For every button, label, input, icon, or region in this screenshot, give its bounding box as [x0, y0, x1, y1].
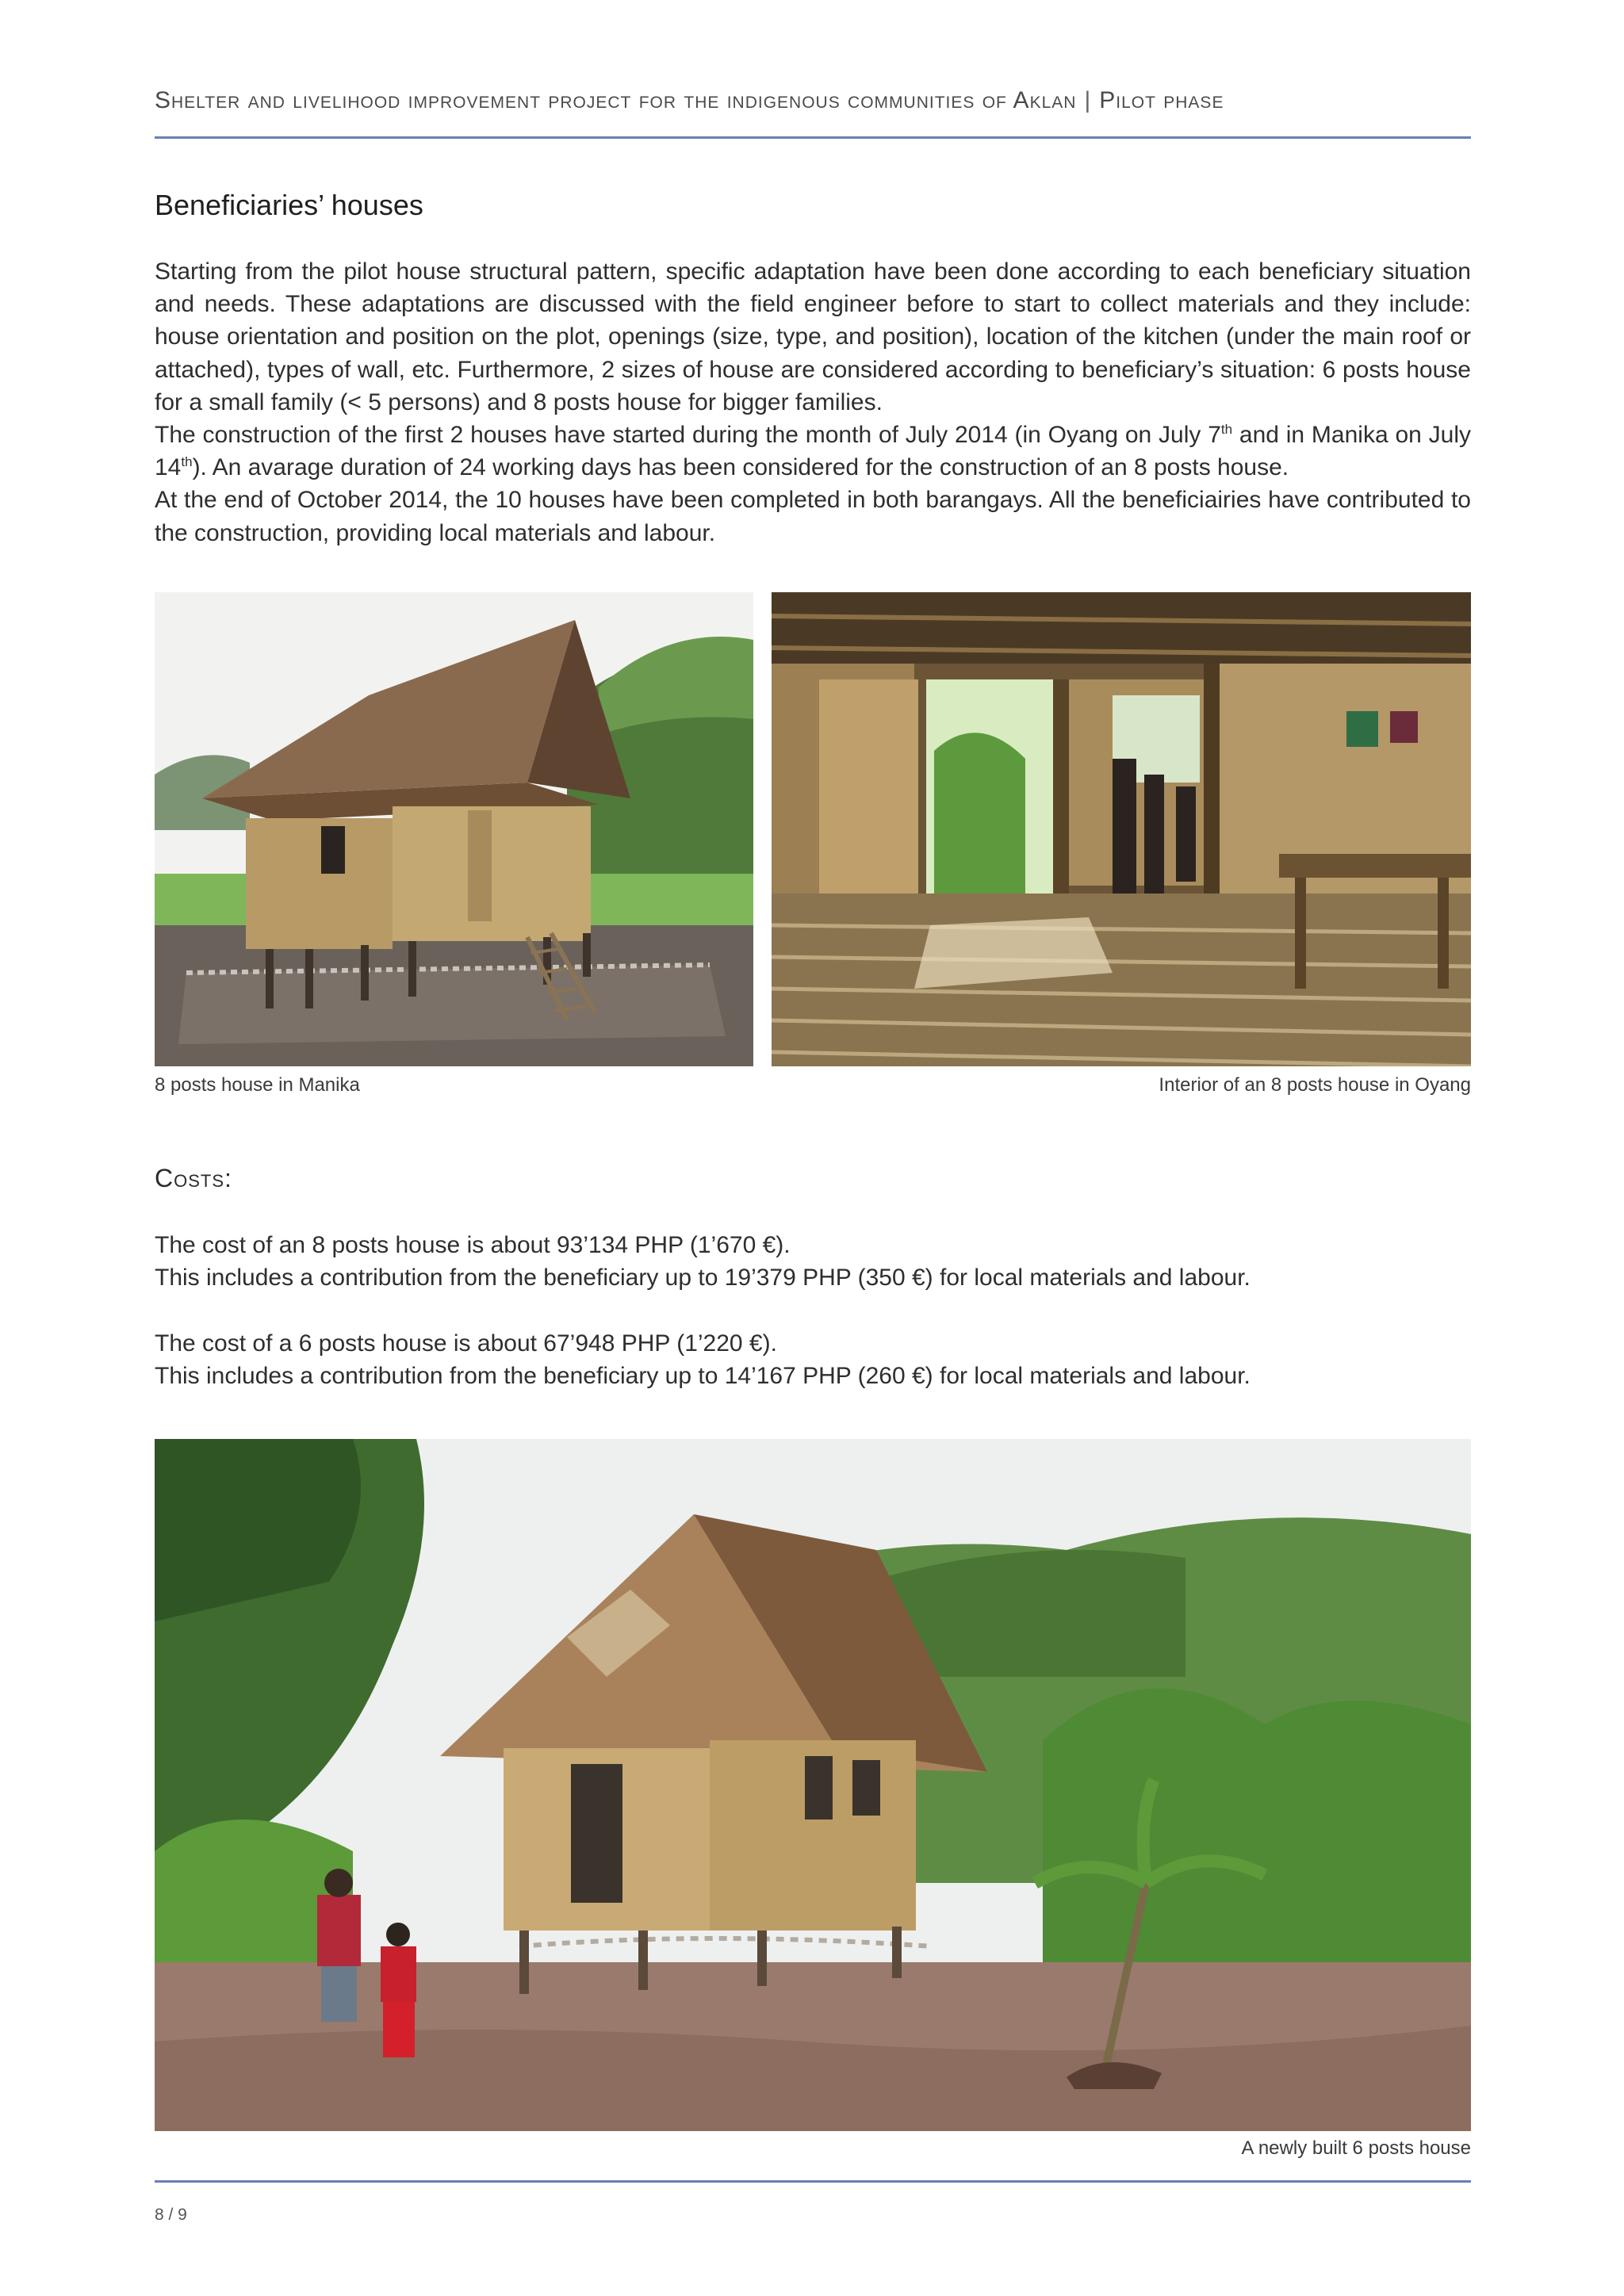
- paragraph-construction-part: ). An avarage duration of 24 working days has been considered for the construction of an 8 posts house.: [192, 454, 1289, 481]
- header-rule: [155, 136, 1471, 139]
- paragraph-construction-part: The construction of the first 2 houses have started during the month of July 2014 (in Oyang on July 7: [155, 422, 1221, 449]
- header-separator: |: [1084, 87, 1092, 113]
- paragraph-construction-start: [155, 419, 1471, 484]
- superscript-th: th: [1220, 422, 1233, 438]
- caption-photo-2: Interior of an 8 posts house in Oyang: [1159, 1074, 1471, 1096]
- caption-photo-3: A newly built 6 posts house: [1241, 2137, 1471, 2159]
- superscript-th: th: [181, 454, 193, 470]
- cost-8-posts-house: [155, 1229, 1471, 1294]
- header-title: Shelter and livelihood improvement project for the indigenous communities of Aklan: [155, 87, 1077, 113]
- caption-photo-1: 8 posts house in Manika: [155, 1074, 360, 1096]
- cost-8-posts-contribution: This includes a contribution from the beneficiary up to 19’379 PHP (350 €) for local materials and labour.: [155, 1265, 1251, 1291]
- paragraph-adaptations: Starting from the pilot house structural pattern, specific adaptation have been done according to each beneficiary situation and needs. These adaptations are discussed with the field engineer before to start to collect materials and they include: house orientation and position on the plot, openings (size, type, and position), location of the kitchen (under the main roof or attached), types of wall, etc. Furthermore, 2 sizes of house are considered according to beneficiary’s situation: 6 posts house for a small family (< 5 persons) and 8 posts house for bigger families.: [155, 258, 1471, 415]
- body-text: [155, 255, 1471, 549]
- cost-8-posts-total: The cost of an 8 posts house is about 93’134 PHP (1’670 €).: [155, 1232, 791, 1258]
- section-title: Beneficiaries’ houses: [155, 189, 423, 221]
- cost-6-posts-total: The cost of a 6 posts house is about 67’948 PHP (1’220 €).: [155, 1330, 777, 1357]
- photo-8-posts-house-manika: [155, 592, 753, 1066]
- footer-rule: [155, 2180, 1471, 2183]
- page-number: 8 / 9: [155, 2206, 187, 2224]
- cost-6-posts-contribution: This includes a contribution from the beneficiary up to 14’167 PHP (260 €) for local materials and labour.: [155, 1363, 1251, 1389]
- photo-new-6-posts-house: [155, 1439, 1471, 2131]
- paragraph-completion: At the end of October 2014, the 10 houses have been completed in both barangays. All the beneficiairies have contributed to the construction, providing local materials and labour.: [155, 487, 1471, 546]
- cost-6-posts-house: [155, 1327, 1471, 1392]
- photo-interior-8-posts-house-oyang: [772, 592, 1471, 1066]
- paragraph-construction-part: and in Manika on July 14: [155, 422, 1471, 481]
- running-header: [155, 87, 1471, 114]
- costs-heading: Costs:: [155, 1164, 232, 1192]
- header-phase: Pilot phase: [1099, 87, 1224, 113]
